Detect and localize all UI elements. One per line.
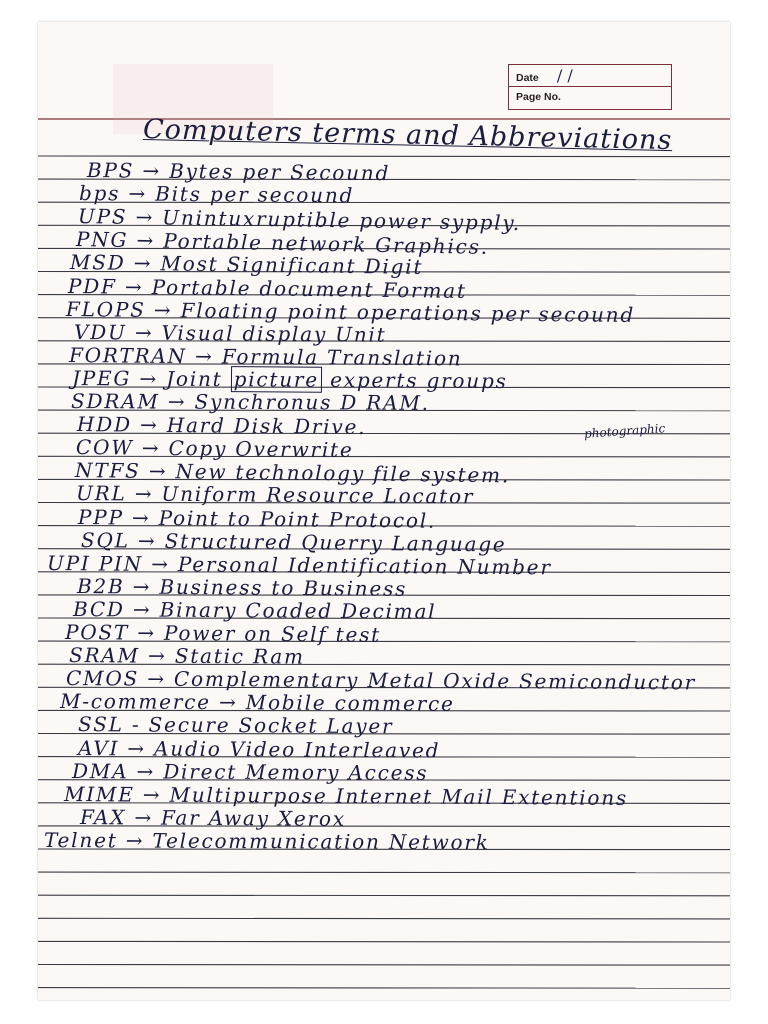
abbreviation: Telnet bbox=[43, 827, 118, 853]
abbreviation-entry bbox=[65, 621, 381, 646]
abbreviation-entry bbox=[74, 321, 387, 346]
margin-note: photographic bbox=[583, 421, 666, 441]
abbreviation: MSD bbox=[69, 250, 126, 276]
expansion: Formula Translation bbox=[221, 344, 463, 371]
abbreviation-entry bbox=[44, 829, 490, 853]
arrow-icon: → bbox=[123, 504, 159, 530]
expansion: Unintuxruptible power sypply. bbox=[162, 205, 522, 236]
arrow-icon: → bbox=[129, 620, 165, 645]
arrow-icon: → bbox=[129, 528, 165, 553]
expansion: Point to Point Protocol. bbox=[158, 505, 437, 533]
expansion: New technology file system. bbox=[175, 459, 511, 488]
arrow-icon: → bbox=[127, 204, 163, 230]
expansion: Floating point operations per secound bbox=[180, 297, 636, 327]
abbreviation: BPS bbox=[86, 158, 135, 183]
arrow-icon: → bbox=[210, 690, 246, 715]
abbreviation: SDRAM bbox=[70, 389, 160, 414]
abbreviation: UPI PIN bbox=[46, 550, 144, 576]
expansion: Hard Disk Drive. bbox=[166, 413, 367, 440]
abbreviation: BCD bbox=[72, 596, 125, 622]
abbreviation-entry bbox=[87, 159, 390, 184]
arrow-icon: → bbox=[125, 251, 161, 276]
abbreviation-entry bbox=[73, 598, 437, 623]
abbreviation-entry bbox=[80, 806, 346, 830]
abbreviation: B2B bbox=[76, 573, 125, 599]
abbreviation-entry bbox=[76, 436, 354, 461]
abbreviation: HDD bbox=[76, 412, 133, 437]
abbreviation: PNG bbox=[75, 227, 129, 253]
abbreviation-entry bbox=[72, 367, 508, 392]
expansion: Power on Self test bbox=[163, 620, 382, 647]
abbreviation: UPS bbox=[77, 204, 128, 229]
arrow-icon: → bbox=[134, 782, 170, 807]
arrow-icon: → bbox=[126, 481, 162, 507]
arrow-icon: → bbox=[139, 643, 175, 668]
expansion: Synchronus D RAM. bbox=[194, 389, 430, 415]
abbreviation: FAX bbox=[79, 804, 127, 830]
expansion: Most Significant Digit bbox=[160, 251, 424, 280]
abbreviation-entry bbox=[77, 413, 367, 438]
expansion: Personal Identification Number bbox=[177, 551, 552, 580]
date-value: / / bbox=[556, 66, 573, 85]
arrow-icon: → bbox=[131, 412, 167, 438]
expansion: Binary Coaded Decimal bbox=[159, 597, 437, 624]
arrow-icon: → bbox=[126, 805, 162, 830]
boxed-word: picture bbox=[231, 366, 323, 393]
expansion: Portable network Graphics. bbox=[162, 228, 490, 260]
expansion: Far Away Xerox bbox=[161, 805, 346, 831]
page-number-label: Page No. bbox=[516, 91, 561, 103]
expansion: Uniform Resource Locator bbox=[161, 482, 475, 509]
expansion: Audio Video Interleaved bbox=[153, 736, 441, 763]
abbreviation: DMA bbox=[71, 758, 129, 783]
abbreviation: POST bbox=[64, 620, 130, 645]
expansion: Mobile commerce bbox=[245, 690, 455, 717]
abbreviation: SSL bbox=[77, 712, 124, 737]
abbreviation-entry bbox=[69, 644, 305, 668]
expansion: Telecommunication Network bbox=[152, 828, 490, 855]
arrow-icon: - bbox=[123, 712, 149, 737]
date-label: Date bbox=[516, 72, 539, 84]
abbreviation: MIME bbox=[63, 781, 135, 807]
arrow-icon: → bbox=[124, 597, 160, 622]
arrow-icon: → bbox=[119, 735, 155, 761]
abbreviation-entry bbox=[77, 575, 407, 600]
expansion: Portable document Format bbox=[151, 274, 467, 303]
expansion: Visual display Unit bbox=[161, 320, 387, 347]
abbreviation: JPEG bbox=[71, 365, 132, 391]
abbreviation: SRAM bbox=[68, 643, 140, 668]
arrow-icon: → bbox=[142, 551, 179, 576]
abbreviation-entry bbox=[78, 506, 436, 532]
arrow-icon: → bbox=[120, 181, 156, 206]
arrow-icon: → bbox=[128, 228, 164, 253]
arrow-icon: → bbox=[134, 158, 170, 183]
arrow-icon: → bbox=[145, 297, 181, 322]
arrow-icon: → bbox=[131, 366, 167, 391]
arrow-icon: → bbox=[186, 343, 222, 369]
arrow-icon: → bbox=[116, 274, 152, 299]
abbreviation: M-commerce bbox=[59, 689, 211, 715]
expansion: Multipurpose Internet Mail Extentions bbox=[169, 782, 629, 810]
abbreviation: VDU bbox=[73, 319, 127, 345]
abbreviation: AVI bbox=[77, 735, 120, 760]
expansion: Bytes per Secound bbox=[169, 158, 391, 186]
arrow-icon: → bbox=[128, 758, 164, 784]
arrow-icon: → bbox=[159, 389, 195, 414]
expansion: Copy Overwrite bbox=[168, 436, 354, 463]
abbreviation: CMOS bbox=[65, 666, 140, 691]
abbreviation: bps bbox=[78, 181, 121, 206]
arrow-icon: → bbox=[126, 320, 162, 345]
arrow-icon: → bbox=[140, 459, 176, 484]
abbreviation: SQL bbox=[80, 527, 130, 553]
arrow-icon: → bbox=[139, 666, 175, 691]
abbreviation-entry bbox=[78, 713, 394, 737]
abbreviation: NTFS bbox=[74, 458, 141, 484]
abbreviation-list bbox=[38, 22, 730, 1000]
abbreviation: PDF bbox=[67, 273, 117, 299]
expansion: Joint picture experts groups bbox=[166, 366, 508, 393]
abbreviation-entry bbox=[71, 390, 430, 414]
arrow-icon: → bbox=[124, 574, 160, 599]
page-title: Computers terms and Abbreviations bbox=[142, 114, 673, 157]
abbreviation-entry bbox=[72, 760, 429, 784]
abbreviation-entry bbox=[79, 182, 354, 206]
expansion: Complementary Metal Oxide Semiconductor bbox=[173, 666, 697, 695]
notebook-page bbox=[38, 22, 730, 1000]
expansion: Structured Querry Language bbox=[164, 528, 507, 557]
abbreviation: FORTRAN bbox=[68, 342, 188, 368]
arrow-icon: → bbox=[133, 435, 169, 461]
expansion: Direct Memory Access bbox=[163, 759, 429, 785]
abbreviation-entry bbox=[78, 737, 440, 762]
abbreviation: FLOPS bbox=[65, 296, 146, 322]
expansion: Secure Socket Layer bbox=[148, 712, 394, 739]
expansion: Bits per secound bbox=[155, 181, 355, 208]
expansion: Business to Business bbox=[159, 574, 408, 601]
abbreviation-entry bbox=[76, 482, 474, 507]
abbreviation: PPP bbox=[77, 504, 124, 529]
expansion: Static Ram bbox=[174, 643, 305, 669]
abbreviation: COW bbox=[75, 435, 134, 460]
arrow-icon: → bbox=[117, 828, 153, 853]
abbreviation: URL bbox=[75, 481, 127, 506]
